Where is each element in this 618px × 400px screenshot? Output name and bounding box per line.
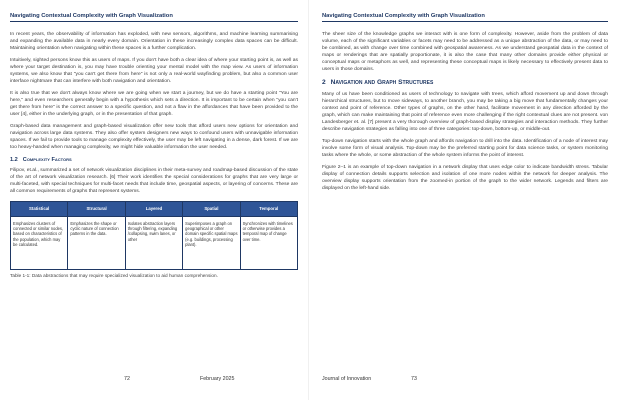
right-page [309, 0, 618, 400]
paragraph: It is also true that we don't always know where we are going when we start a journey, but we do have a starting point "You are here," and even researchers generally begin with a hypothesis which sets a direction. It is important to be certain when "you can't get there from here" is the correct answer to a specific question, and not a flaw in the affordances that have been provided to the user [4], either in the underlying graph, or in the presentation of that graph. [10, 90, 298, 117]
paragraph: Figure 2–1 is an example of top-down navigation in a network display that uses edge color to indicate bandwidth stress. Tabular display of connection details supports selection and isolation of one more nodes within the network for deeper analysis. The overview display supports orientation from the zoomed-in portion of the graph to the wider network. Legends and filters are displayed on the left-hand side. [322, 164, 608, 191]
page-number: 72 [124, 376, 130, 382]
column-header: Statistical [11, 201, 68, 216]
section-heading [322, 79, 608, 86]
journal-name: Journal of Innovation [322, 376, 372, 382]
section-title: Complexity Factors [22, 156, 72, 163]
paragraph: The sheer size of the knowledge graphs we interact with is one form of complexity. However, aside from the problem of data volume, each of the significant variables or facets may need to be addressed as a unique abstraction of the data, or may need to be combined, as with change over time combined with geospatial awareness. As we understand geospatial data in the context of maps or renderings that are spatially proportionate, it is also the case that many other domains provide either physical or conceptual maps or metaphors as well, and representing these conceptual maps is likely necessary to effectively present data to users in those domains. [322, 31, 608, 72]
column-header: Spatial [183, 201, 240, 216]
table-cell: Synchronizes with timelines or otherwise provides a temporal map of change over time. [240, 216, 297, 269]
abstractions-table [10, 201, 298, 270]
table-header-row [11, 201, 298, 216]
table-cell: Superimposes a graph on geographical or other domain specific spatial maps (e.g. buildings, processing plant). [183, 216, 240, 269]
paragraph: Intuitively, sighted persons know this as users of maps. If you don't have both a clear idea of where your starting point is, as well as where your target destination is, you may have trouble orienting your mental model with the map view. As users of information systems, we also know that "you can't get there from here" is not only a real-world wayfinding problem, but also a common user interface nightmare that can interfere with both navigation and orientation. [10, 57, 298, 84]
table-cell: Emphasizes clusters of connected or similar nodes, based on characteristics of the population, which may be calculated. [11, 216, 68, 269]
paragraph: Filipov, et.al., summarized a set of network visualization disciplines in their meta-survey and roadmap-based discussion of the state of the art of network visualization research. [6] Their work identifies the special considerations for graphs that are very large or multi-faceted, with special techniques for multi-facet needs that include time, geospatial aspects, or layering of concerns. These are all common requirements of graphs that represent systems. [10, 167, 298, 194]
table-caption: Table 1-1: Data abstractions that may require specialized visualization to aid human comprehension. [10, 272, 218, 278]
table-cell: Isolates abstraction layers through filtering, expanding /collapsing, swim lanes, or other [125, 216, 182, 269]
section-number: 1.2 [10, 156, 18, 163]
column-header: Temporal [240, 201, 297, 216]
page-number: 73 [411, 376, 417, 382]
section-heading [10, 157, 298, 163]
running-header: Navigating Contextual Complexity with Graph Visualization [322, 13, 608, 22]
paragraph: In recent years, the observability of information has exploded, with new sensors, algorithms, and machine learning summarising and expanding the available data in nearly every domain. Orientation in these increasingly complex data spaces can be difficult. Maintaining orientation when navigating within these spaces is a further complication. [10, 31, 298, 51]
paragraph: Many of us have been conditioned as users of technology to navigate with trees, which afford movement up and down through hierarchical structures, but to move sideways, to another branch, you may be taking a big move that fundamentally changes your context and point of reference. Other types of graphs, on the other hand, facilitate movement in any direction afforded by the graph, which can make maintaining that point of reference even more challenging if the right contextual clues are not present. von Landesberger et. al. [7] present a very thorough overview of graph-based display strategies and interaction methods. They further describe navigation strategies as falling into one of three categories: top-down, bottom-up, or middle-out. [322, 91, 608, 132]
paragraph: Graph-based data management and graph-based visualization offer new tools that afford users new options for orientation and navigation across large data systems. They also offer system designers new ways to confound users with unnavigable information spaces. If we fail to provide tools to manage complexity effectively, the user may be left navigating in a dense, dark forest. If we are too heavy-handed when managing complexity, we might hide valuable information the user needed. [10, 123, 298, 150]
section-number: 2 [322, 78, 326, 86]
column-header: Layered [125, 201, 182, 216]
column-header: Structural [68, 201, 125, 216]
running-header: Navigating Contextual Complexity with Graph Visualization [10, 13, 298, 22]
paragraph: Top-down navigation starts with the whole graph and affords navigation to drill into the data. Identification of a node of interest may involve some form of visual analysis. Top-down may be the preferred starting point for data science tasks, or system monitoring tasks where the whole, or some abstraction of the whole system informs the point of interest. [322, 138, 608, 158]
issue-date: February 2025 [200, 376, 235, 382]
table-row [11, 216, 298, 269]
section-title: Navigation and Graph Structures [330, 78, 434, 86]
table-cell: Emphasizes the shape or cyclic nature of connection patterns in the data. [68, 216, 125, 269]
